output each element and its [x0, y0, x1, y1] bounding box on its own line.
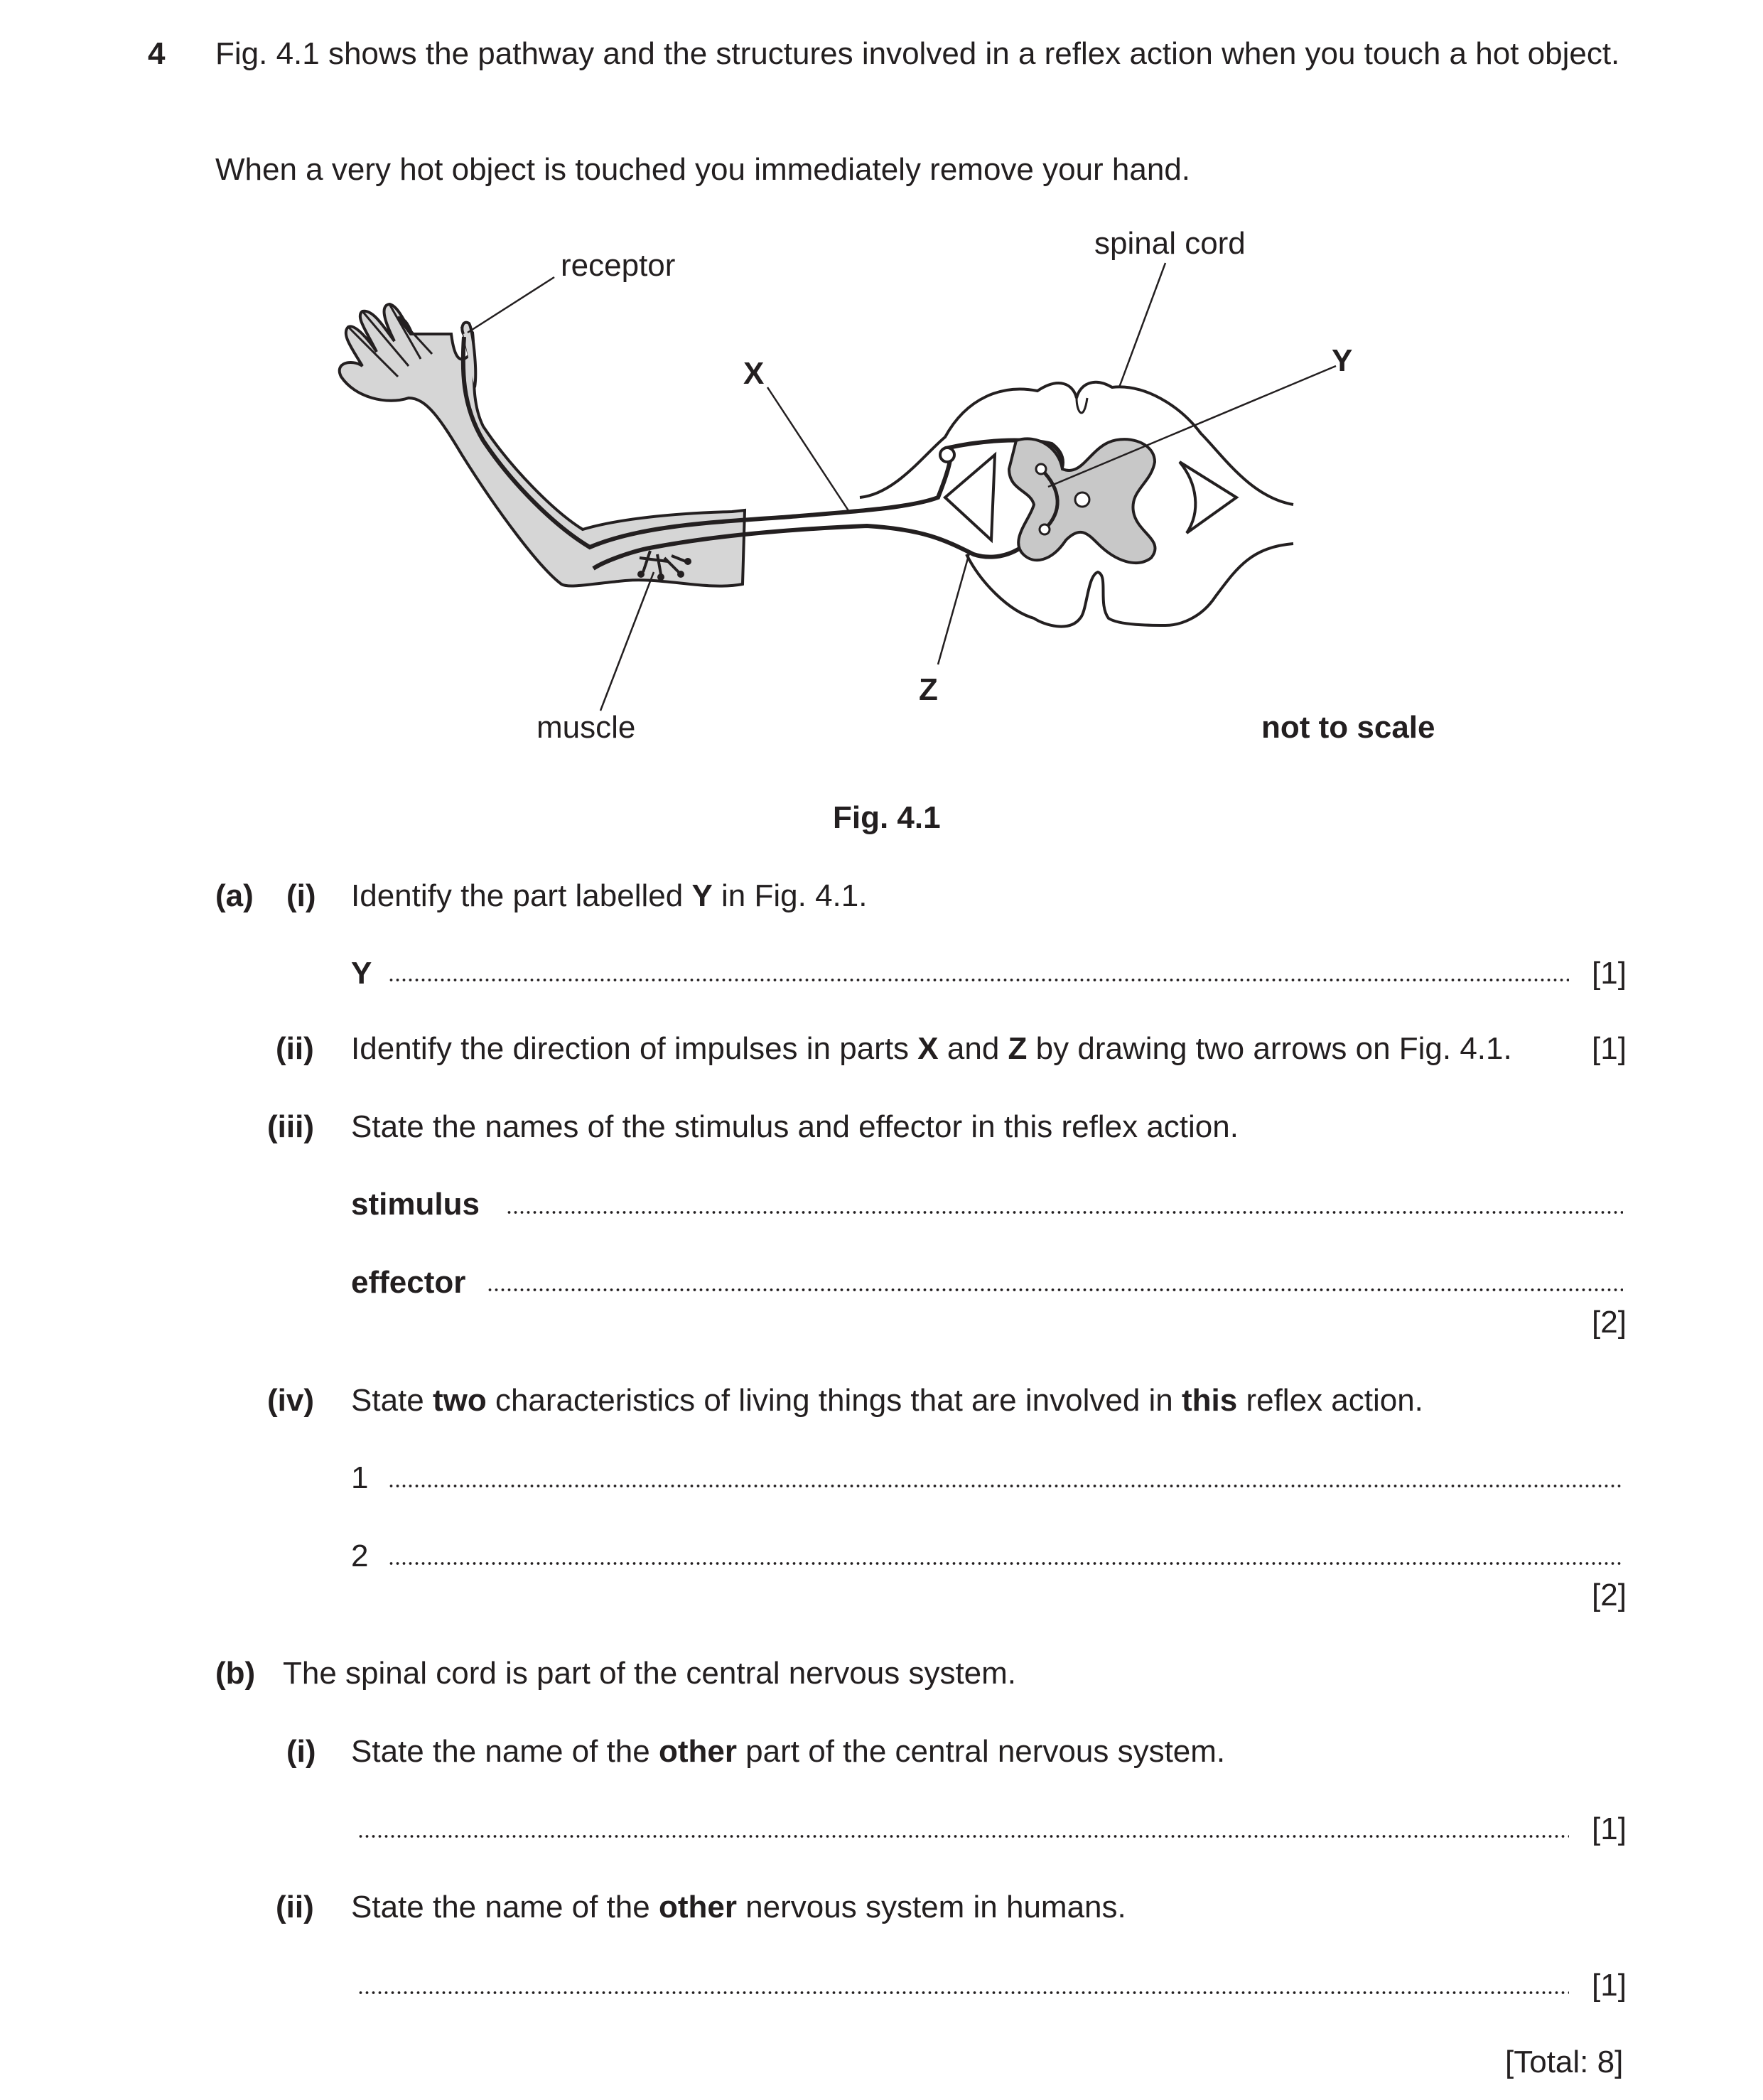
- part-b-label: (b): [215, 1656, 256, 1691]
- part-a-i-question: Identify the part labelled Y in Fig. 4.1.: [351, 878, 868, 913]
- part-b-i-answer-line[interactable]: [357, 1834, 1569, 1839]
- z-leader: [938, 551, 970, 664]
- characteristic-1-answer-line[interactable]: [388, 1483, 1623, 1489]
- spinal-cord-label: spinal cord: [1094, 226, 1246, 261]
- part-a-i-number: (i): [286, 878, 316, 913]
- part-a-ii-number: (ii): [276, 1031, 314, 1066]
- part-a-label: (a): [215, 878, 254, 913]
- central-canal: [1075, 492, 1089, 507]
- receptor-label: receptor: [561, 248, 676, 283]
- effector-label: effector: [351, 1265, 466, 1300]
- stimulus-answer-line[interactable]: [506, 1210, 1623, 1215]
- muscle-label: muscle: [537, 710, 636, 745]
- part-a-iv-marks: [2]: [1592, 1578, 1627, 1612]
- muscle-leader: [600, 572, 654, 711]
- part-b-i-marks: [1]: [1592, 1811, 1627, 1846]
- total-marks: [Total: 8]: [1505, 2045, 1624, 2079]
- y-answer-line[interactable]: [388, 977, 1569, 983]
- part-b-ii-number: (ii): [276, 1890, 314, 1924]
- part-b-i-number: (i): [286, 1734, 316, 1769]
- y-answer-label: Y: [351, 956, 372, 991]
- effector-answer-line[interactable]: [487, 1287, 1623, 1293]
- part-a-iii-marks: [2]: [1592, 1305, 1627, 1340]
- part-a-ii-marks: [1]: [1592, 1031, 1627, 1066]
- z-label: Z: [919, 672, 938, 707]
- part-b-ii-marks: [1]: [1592, 1968, 1627, 2003]
- part-b-statement: The spinal cord is part of the central nervous system.: [283, 1656, 1017, 1691]
- part-b-ii-answer-line[interactable]: [357, 1990, 1569, 1996]
- spinal-notch: [1077, 398, 1087, 413]
- spinal-cord-leader: [1119, 263, 1165, 387]
- left-white-triangle: [945, 455, 995, 540]
- part-a-iii-question: State the names of the stimulus and effector in this reflex action.: [351, 1109, 1239, 1144]
- part-b-i-question: State the name of the other part of the central nervous system.: [351, 1734, 1226, 1769]
- x-label: X: [743, 356, 765, 391]
- y-label: Y: [1332, 343, 1353, 378]
- not-to-scale-note: not to scale: [1261, 710, 1435, 745]
- x-leader: [767, 387, 849, 512]
- part-a-i-marks: [1]: [1592, 956, 1627, 991]
- part-a-iii-number: (iii): [267, 1109, 314, 1144]
- figure-caption: Fig. 4.1: [833, 800, 941, 835]
- question-statement: When a very hot object is touched you immediately remove your hand.: [215, 152, 1191, 187]
- part-b-ii-question: State the name of the other nervous system in humans.: [351, 1890, 1126, 1924]
- right-white-triangle: [1180, 462, 1236, 533]
- characteristic-2-answer-line[interactable]: [388, 1561, 1623, 1566]
- characteristic-2-label: 2: [351, 1539, 369, 1573]
- part-a-ii-question: Identify the direction of impulses in parts X and Z by drawing two arrows on Fig. 4.1.: [351, 1031, 1512, 1066]
- question-number: 4: [148, 36, 166, 71]
- ganglion-cell: [940, 448, 954, 462]
- part-a-iv-question: State two characteristics of living things that are involved in this reflex action.: [351, 1383, 1423, 1418]
- part-a-iv-number: (iv): [267, 1383, 314, 1418]
- receptor-leader: [468, 277, 554, 333]
- reflex-arc-figure: [0, 0, 1763, 853]
- stimulus-label: stimulus: [351, 1187, 480, 1222]
- question-intro: Fig. 4.1 shows the pathway and the structures involved in a reflex action when you touch a hot object.: [215, 36, 1620, 71]
- characteristic-1-label: 1: [351, 1460, 369, 1495]
